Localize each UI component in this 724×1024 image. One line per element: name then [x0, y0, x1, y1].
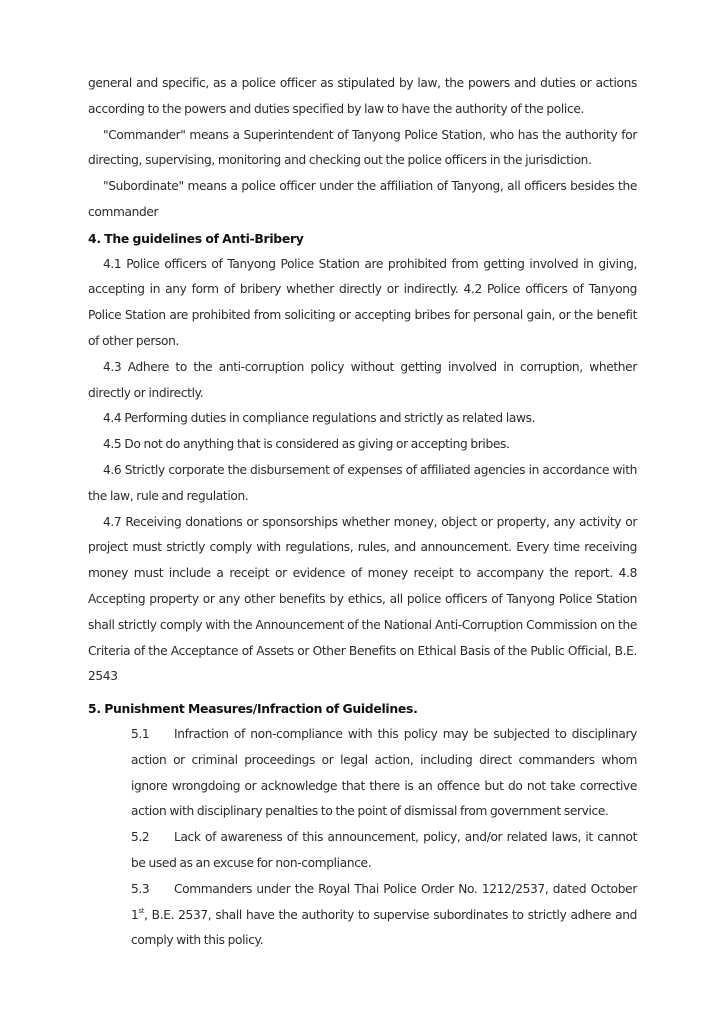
- guideline-4-4: 4.4 Performing duties in compliance regulations and strictly as related laws.: [103, 411, 536, 426]
- item-number: 5.3: [131, 881, 150, 896]
- guideline-4-5: 4.5 Do not do anything that is considered as giving or accepting bribes.: [103, 437, 510, 452]
- guideline-4-6: 4.6 Strictly corporate the disbursement of expenses of affiliated agencies in accordance with the law, rule and regulation.: [88, 462, 637, 503]
- guideline-4-3: 4.3 Adhere to the anti-corruption policy without getting involved in corruption, whether directly or indirectly.: [88, 359, 637, 400]
- item-text: Infraction of non-compliance with this policy may be subjected to disciplinary action or criminal proceedings or legal action, including direct commanders whom ignore wrongdoing or acknowledge that there is an offence but do not take corrective action with disciplinary penalties to the point of dismissal from government service.: [131, 726, 637, 819]
- document-page: [88, 71, 637, 954]
- item-text: Lack of awareness of this announcement, policy, and/or related laws, it cannot be used as an excuse for non-compliance.: [131, 830, 637, 870]
- intro-paragraph-commander-definition: "Commander" means a Superintendent of Tanyong Police Station, who has the authority for directing, supervising, monitoring and checking out the police officers in the jurisdiction.: [88, 127, 637, 168]
- section-5-items: [131, 722, 637, 954]
- intro-paragraph-subordinate-definition: "Subordinate" means a police officer under the affiliation of Tanyong, all officers besides the commander: [88, 179, 637, 219]
- item-number: 5.1: [131, 726, 150, 741]
- punishment-item-5-3: [131, 877, 637, 954]
- section-4-heading: 4. The guidelines of Anti-Bribery: [88, 230, 304, 246]
- ordinal-superscript: st: [138, 906, 145, 915]
- item-text-after-superscript: , B.E. 2537, shall have the authority to supervise subordinates to strictly adhere and comply with this policy.: [131, 907, 637, 948]
- punishment-item-5-1: [131, 722, 637, 825]
- intro-paragraph-definition-continuation: general and specific, as a police officer as stipulated by law, the powers and duties or actions according to the powers and duties specified by law to have the authority of the police.: [88, 76, 637, 116]
- guideline-4-7-4-8: 4.7 Receiving donations or sponsorships whether money, object or property, any activity or project must strictly comply with regulations, rules, and announcement. Every time receiving money must include a receipt or evidence of money receipt to accompany the report. 4.8 Accepting property or any other benefits by ethics, all police officers of Tanyong Police Station shall strictly comply with the Announcement of the National Anti-Corruption Commission on the Criteria of the Acceptance of Assets or Other Benefits on Ethical Basis of the Public Official, B.E. 2543: [88, 514, 637, 684]
- guideline-4-1-4-2: 4.1 Police officers of Tanyong Police Station are prohibited from getting involved in giving, accepting in any form of bribery whether directly or indirectly. 4.2 Police officers of Tanyong Police Station are prohibited from soliciting or accepting bribes for personal gain, or the benefit of other person.: [88, 256, 637, 348]
- item-text-before-superscript: Commanders under the Royal Thai Police Order No. 1212/2537, dated October 1: [131, 881, 637, 922]
- item-number: 5.2: [131, 830, 150, 845]
- section-5-heading: 5. Punishment Measures/Infraction of Guidelines.: [88, 701, 418, 717]
- punishment-item-5-2: [131, 825, 637, 877]
